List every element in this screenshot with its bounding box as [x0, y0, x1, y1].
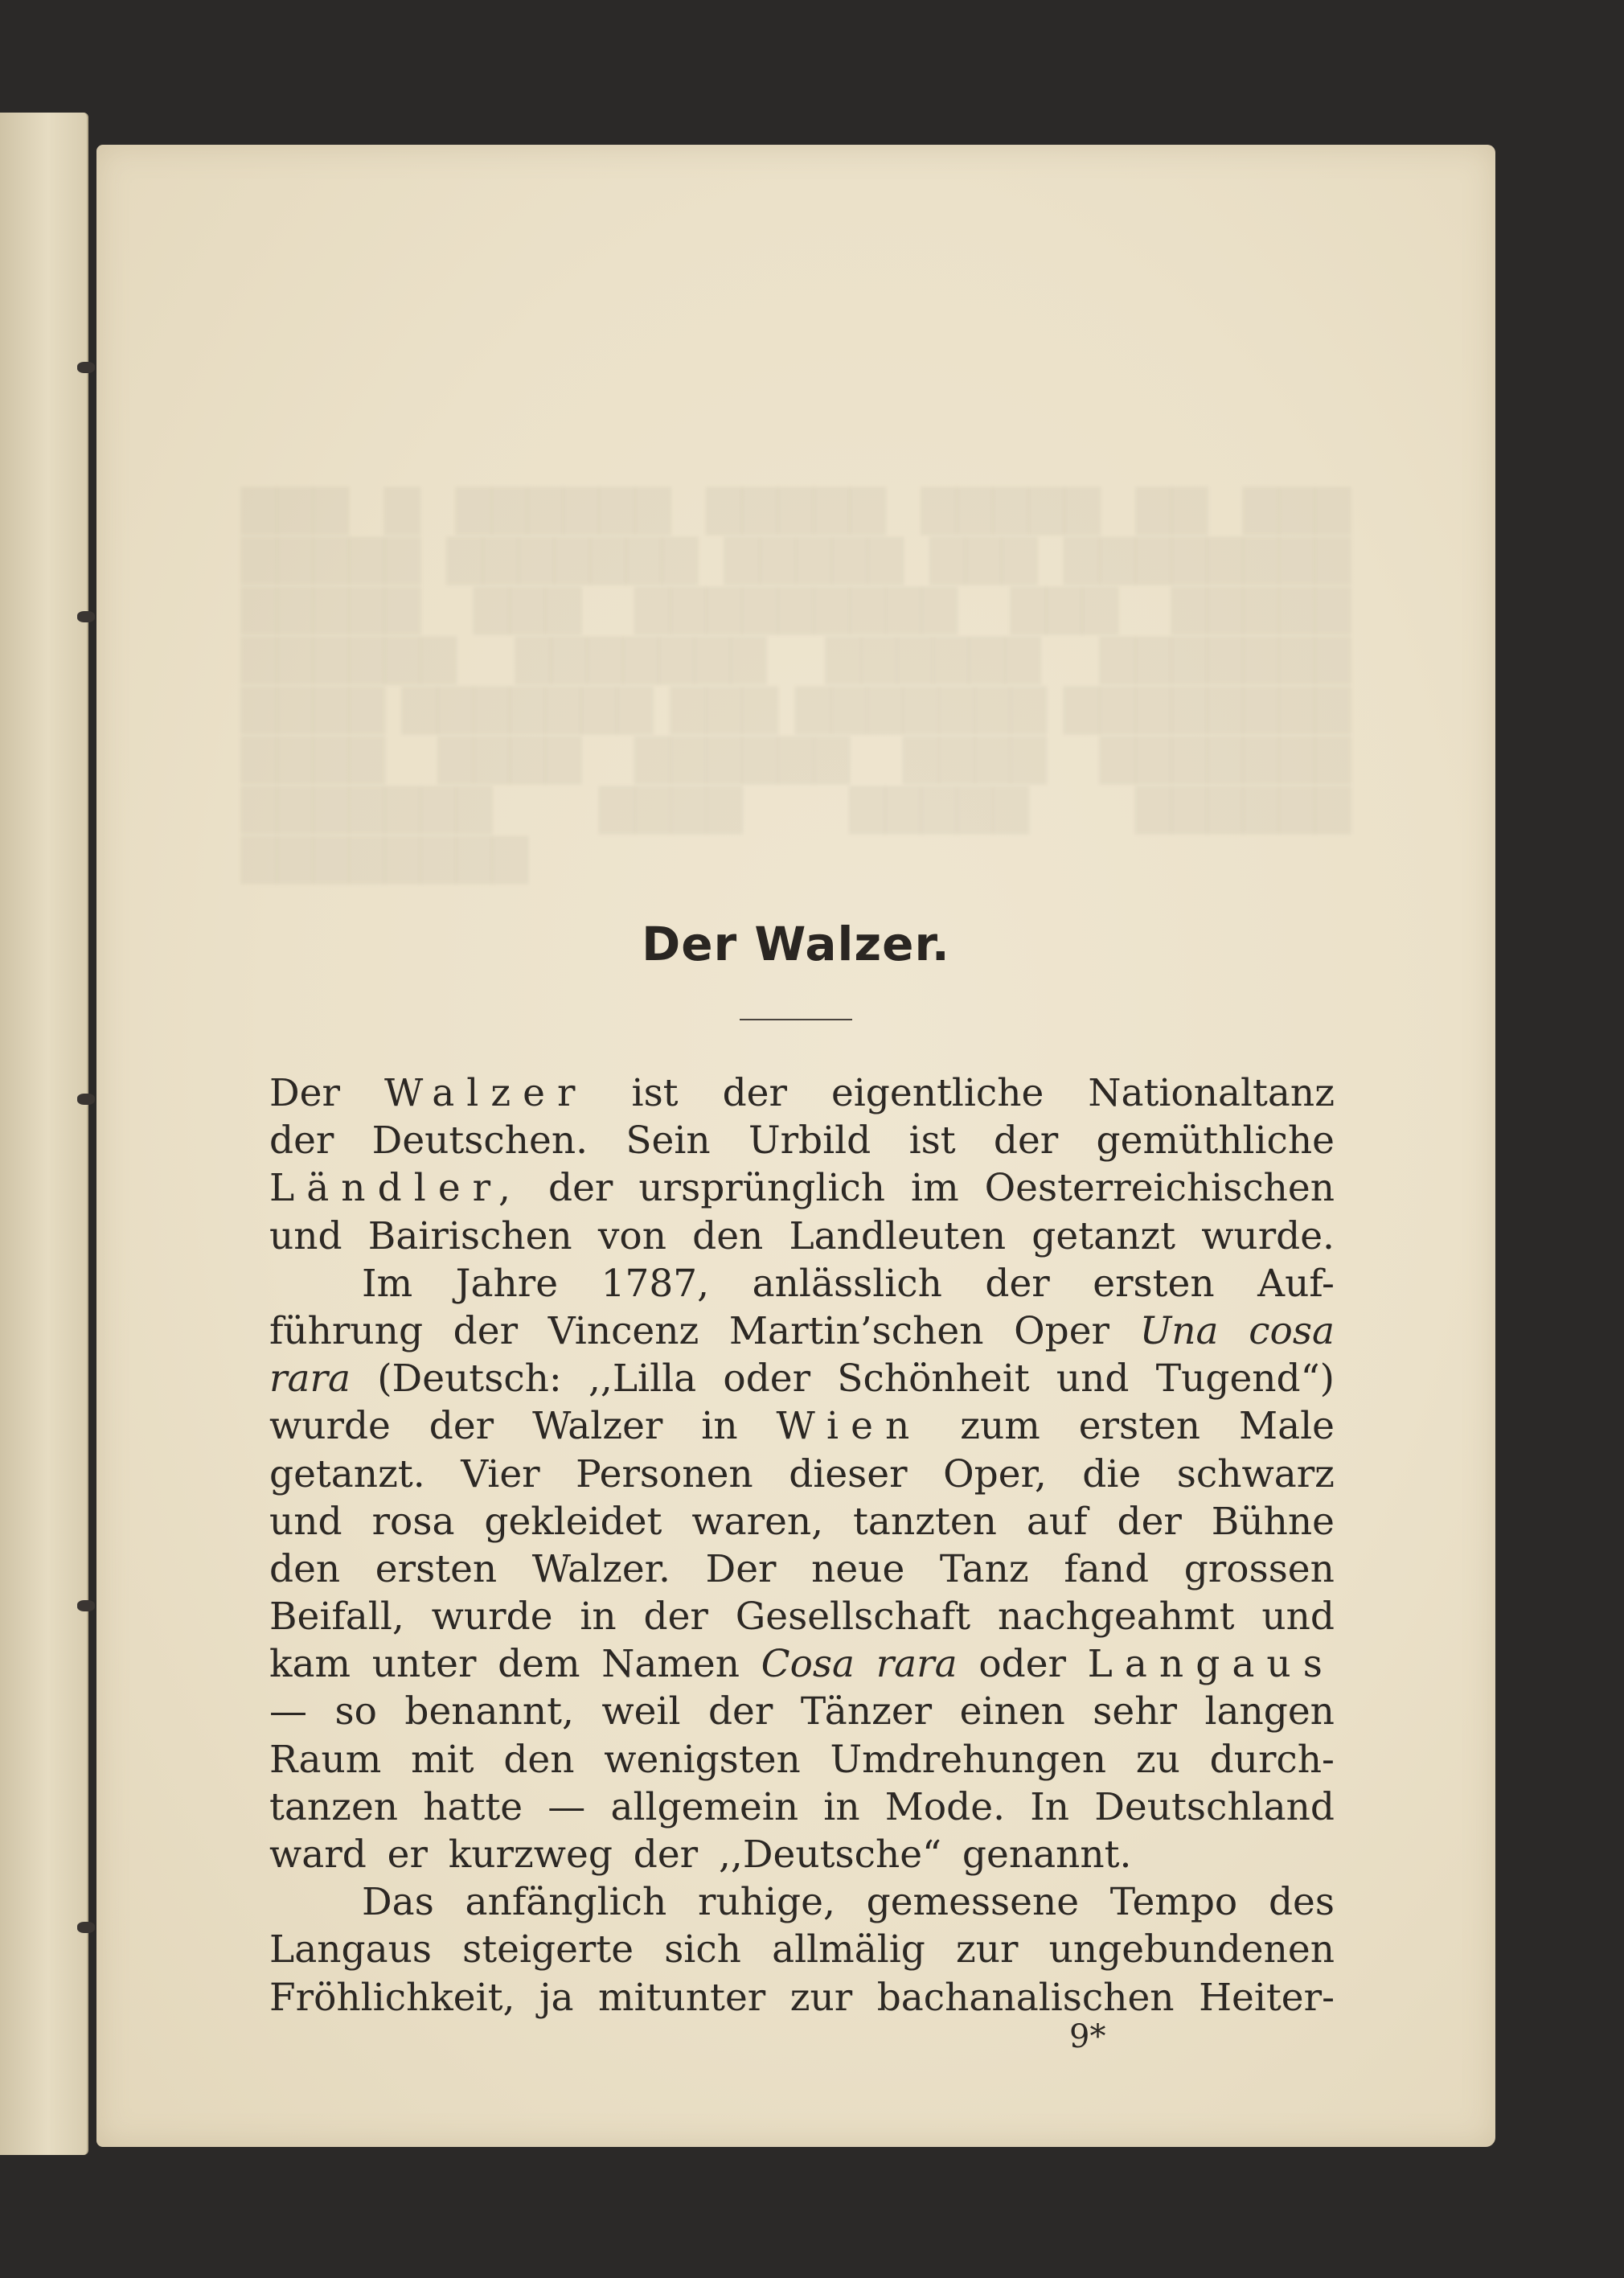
- word: Gesellschaft: [735, 1595, 971, 1640]
- word: Tänzer: [800, 1689, 933, 1734]
- word: Cosa: [761, 1642, 855, 1687]
- word: der: [633, 1833, 699, 1877]
- text-line: [269, 1926, 1335, 1973]
- word: sehr: [1093, 1689, 1177, 1734]
- word: zur: [956, 1927, 1019, 1972]
- word: der: [453, 1308, 519, 1353]
- word: Deutschland: [1094, 1784, 1335, 1829]
- word: Tempo: [1109, 1880, 1238, 1925]
- word: ward: [269, 1833, 367, 1877]
- word: mitunter: [598, 1975, 766, 2020]
- word: Umdrehungen: [830, 1737, 1107, 1782]
- binding-stitch: [77, 362, 95, 373]
- word: Tugend“): [1155, 1357, 1335, 1402]
- text-line: [269, 1213, 1335, 1260]
- word: Male: [1238, 1404, 1335, 1449]
- word: allgemein: [610, 1784, 799, 1829]
- word: Beifall,: [269, 1595, 404, 1640]
- word: rosa: [371, 1499, 455, 1544]
- word: Una: [1139, 1308, 1219, 1353]
- word: der: [643, 1595, 708, 1640]
- word: den: [503, 1737, 575, 1782]
- text-line: [269, 1402, 1335, 1450]
- word: schwarz: [1176, 1451, 1335, 1496]
- word: 1787,: [601, 1261, 710, 1306]
- word: Martin’schen: [728, 1308, 984, 1353]
- word: Schönheit: [837, 1357, 1030, 1402]
- word: die: [1082, 1451, 1142, 1496]
- word: ungebundenen: [1048, 1927, 1335, 1972]
- word: grossen: [1183, 1546, 1335, 1591]
- text-line: [269, 1783, 1335, 1831]
- word: (Deutsch:: [377, 1357, 562, 1402]
- word: Ländler,: [269, 1166, 523, 1211]
- word: und: [269, 1213, 342, 1258]
- word: fand: [1064, 1546, 1150, 1591]
- word: wurde: [269, 1404, 391, 1449]
- word: kam: [269, 1642, 351, 1687]
- word: gekleidet: [484, 1499, 662, 1544]
- word: in: [823, 1784, 860, 1829]
- word: oder: [723, 1357, 811, 1402]
- word: und: [269, 1499, 342, 1544]
- word: Landleuten: [789, 1213, 1007, 1258]
- word: langen: [1204, 1689, 1335, 1734]
- word: allmälig: [772, 1927, 925, 1972]
- word: ruhige,: [698, 1880, 835, 1925]
- text-line: [269, 1736, 1335, 1783]
- word: wenigsten: [604, 1737, 801, 1782]
- word: Der: [269, 1071, 340, 1115]
- text-line: [269, 1545, 1335, 1593]
- word: wurde: [431, 1595, 553, 1640]
- word: Raum: [269, 1737, 382, 1782]
- text-line: [269, 1593, 1335, 1640]
- bleed-through-texture: ▇▇▇ ▇ ▇▇▇▇▇▇ ▇▇▇▇▇ ▇▇▇▇▇ ▇▇ ▇▇▇ ▇▇▇▇▇ ▇▇▇▇▇▇▇ ▇▇▇▇▇ ▇▇▇ ▇▇▇▇▇▇▇▇ ▇▇▇▇▇ ▇▇▇ ▇▇▇▇▇▇▇▇▇ ▇▇▇ ▇▇▇▇▇ ▇▇▇▇▇▇ ▇▇▇▇▇▇▇ ▇▇▇▇▇▇ ▇▇▇▇▇▇▇ ▇▇▇▇ ▇▇▇▇▇▇▇ ▇▇▇ ▇▇▇▇▇▇▇ ▇▇▇▇▇▇▇▇ ▇▇▇▇ ▇▇▇▇ ▇▇▇▇▇▇ ▇▇▇▇ ▇▇▇▇▇▇▇ ▇▇▇▇▇▇▇ ▇▇▇▇ ▇▇▇▇▇ ▇▇▇▇▇▇ ▇▇▇▇▇▇▇▇: [241, 480, 1351, 884]
- word: den: [692, 1213, 764, 1258]
- word: gemessene: [866, 1880, 1080, 1925]
- word: Langaus: [269, 1927, 432, 1972]
- word: der: [993, 1118, 1059, 1164]
- word: und: [1056, 1357, 1130, 1402]
- chapter-title: Der Walzer.: [642, 917, 950, 971]
- word: hatte: [423, 1784, 523, 1829]
- word: mit: [411, 1737, 474, 1782]
- word: Jahre: [455, 1261, 559, 1306]
- text-line: [269, 1498, 1335, 1545]
- text-line: [269, 1260, 1335, 1307]
- word: anlässlich: [752, 1261, 942, 1306]
- word: eigentliche: [830, 1071, 1044, 1115]
- body-text: [269, 1069, 1335, 2021]
- word: ist: [908, 1118, 956, 1164]
- word: zu: [1135, 1737, 1180, 1782]
- word: oder: [978, 1642, 1066, 1687]
- word: anfänglich: [465, 1880, 667, 1925]
- word: Tanz: [939, 1546, 1029, 1591]
- word: Heiter-: [1199, 1975, 1335, 2020]
- word: er: [387, 1833, 428, 1877]
- text-line: [269, 1451, 1335, 1498]
- word: nachgeahmt: [997, 1595, 1235, 1640]
- word: ,,Lilla: [588, 1357, 697, 1402]
- word: Vier: [461, 1451, 540, 1496]
- word: von: [597, 1213, 666, 1258]
- word: genannt.: [962, 1833, 1132, 1877]
- word: —: [547, 1784, 586, 1829]
- word: Der: [705, 1546, 777, 1591]
- word: der: [722, 1071, 787, 1115]
- word: rara: [876, 1642, 958, 1687]
- word: in: [580, 1595, 617, 1640]
- word: der: [985, 1261, 1050, 1306]
- word: Auf-: [1257, 1261, 1335, 1306]
- word: Fröhlichkeit,: [269, 1975, 515, 2020]
- word: Walzer: [532, 1404, 663, 1449]
- word: der: [547, 1166, 613, 1211]
- word: dieser: [789, 1451, 908, 1496]
- word: gemüthliche: [1096, 1118, 1335, 1164]
- word: wurde.: [1201, 1213, 1335, 1258]
- word: Bairischen: [367, 1213, 572, 1258]
- word: des: [1268, 1880, 1335, 1925]
- word: Mode.: [884, 1784, 1006, 1829]
- text-line: [269, 1640, 1335, 1688]
- word: In: [1030, 1784, 1070, 1829]
- word: Namen: [601, 1642, 740, 1687]
- word: getanzt: [1031, 1213, 1176, 1258]
- word: Vincenz: [547, 1308, 699, 1353]
- text-line: [269, 1974, 1335, 2021]
- word: Deutschen.: [371, 1118, 588, 1164]
- word: Nationaltanz: [1088, 1071, 1335, 1115]
- word: der: [1117, 1499, 1182, 1544]
- word: weil: [601, 1689, 681, 1734]
- word: ist: [631, 1071, 679, 1115]
- word: Bühne: [1211, 1499, 1335, 1544]
- word: tanzen: [269, 1784, 399, 1829]
- text-line: [269, 1069, 1335, 1117]
- word: —: [269, 1689, 307, 1734]
- word: den: [269, 1546, 341, 1591]
- text-line: [269, 1117, 1335, 1164]
- binding-stitch: [77, 611, 95, 622]
- text-line: [269, 1355, 1335, 1402]
- title-divider: [740, 1019, 852, 1020]
- word: ersten: [375, 1546, 498, 1591]
- word: der: [429, 1404, 494, 1449]
- word: ,,Deutsche“: [718, 1833, 942, 1877]
- text-line: [269, 1164, 1335, 1212]
- book-page: [96, 145, 1495, 2147]
- word: einen: [959, 1689, 1065, 1734]
- word: rara: [269, 1357, 351, 1402]
- word: sich: [664, 1927, 741, 1972]
- word: in: [701, 1404, 738, 1449]
- binding-stitch: [77, 1922, 95, 1933]
- word: Walzer.: [531, 1546, 671, 1591]
- word: Sein: [625, 1118, 711, 1164]
- word: cosa: [1249, 1308, 1335, 1353]
- text-line: [269, 1307, 1335, 1355]
- word: der: [707, 1689, 773, 1734]
- word: bachanalischen: [876, 1975, 1175, 2020]
- word: ersten: [1093, 1261, 1215, 1306]
- word: neue: [811, 1546, 905, 1591]
- word: kurzweg: [448, 1833, 613, 1877]
- word: Im: [362, 1261, 413, 1306]
- word: Das: [362, 1880, 434, 1925]
- word: zur: [789, 1975, 853, 2020]
- word: so: [334, 1689, 377, 1734]
- text-line: [269, 1878, 1335, 1926]
- word: Walzer: [383, 1071, 588, 1115]
- word: waren,: [691, 1499, 824, 1544]
- word: und: [1261, 1595, 1335, 1640]
- word: Oper,: [943, 1451, 1047, 1496]
- word: tanzten: [853, 1499, 997, 1544]
- binding-stitch: [77, 1094, 95, 1105]
- word: ja: [539, 1975, 574, 2020]
- word: Oesterreichischen: [984, 1166, 1335, 1211]
- word: Langaus: [1087, 1642, 1335, 1687]
- text-line: [269, 1688, 1335, 1735]
- word: unter: [371, 1642, 477, 1687]
- text-line: [269, 1831, 1335, 1878]
- word: Wien: [776, 1404, 922, 1449]
- word: dem: [498, 1642, 580, 1687]
- word: getanzt.: [269, 1451, 425, 1496]
- word: steigerte: [462, 1927, 634, 1972]
- word: ersten: [1078, 1404, 1201, 1449]
- word: im: [911, 1166, 959, 1211]
- word: ursprünglich: [638, 1166, 886, 1211]
- word: durch-: [1209, 1737, 1335, 1782]
- binding-stitch: [77, 1600, 95, 1611]
- word: führung: [269, 1308, 424, 1353]
- word: Personen: [576, 1451, 753, 1496]
- word: Urbild: [748, 1118, 871, 1164]
- word: benannt,: [404, 1689, 574, 1734]
- word: der: [269, 1118, 334, 1164]
- word: auf: [1026, 1499, 1088, 1544]
- word: Oper: [1014, 1308, 1110, 1353]
- previous-page-edge: [0, 113, 88, 2155]
- word: zum: [960, 1404, 1040, 1449]
- signature-mark: 9*: [1069, 2018, 1106, 2055]
